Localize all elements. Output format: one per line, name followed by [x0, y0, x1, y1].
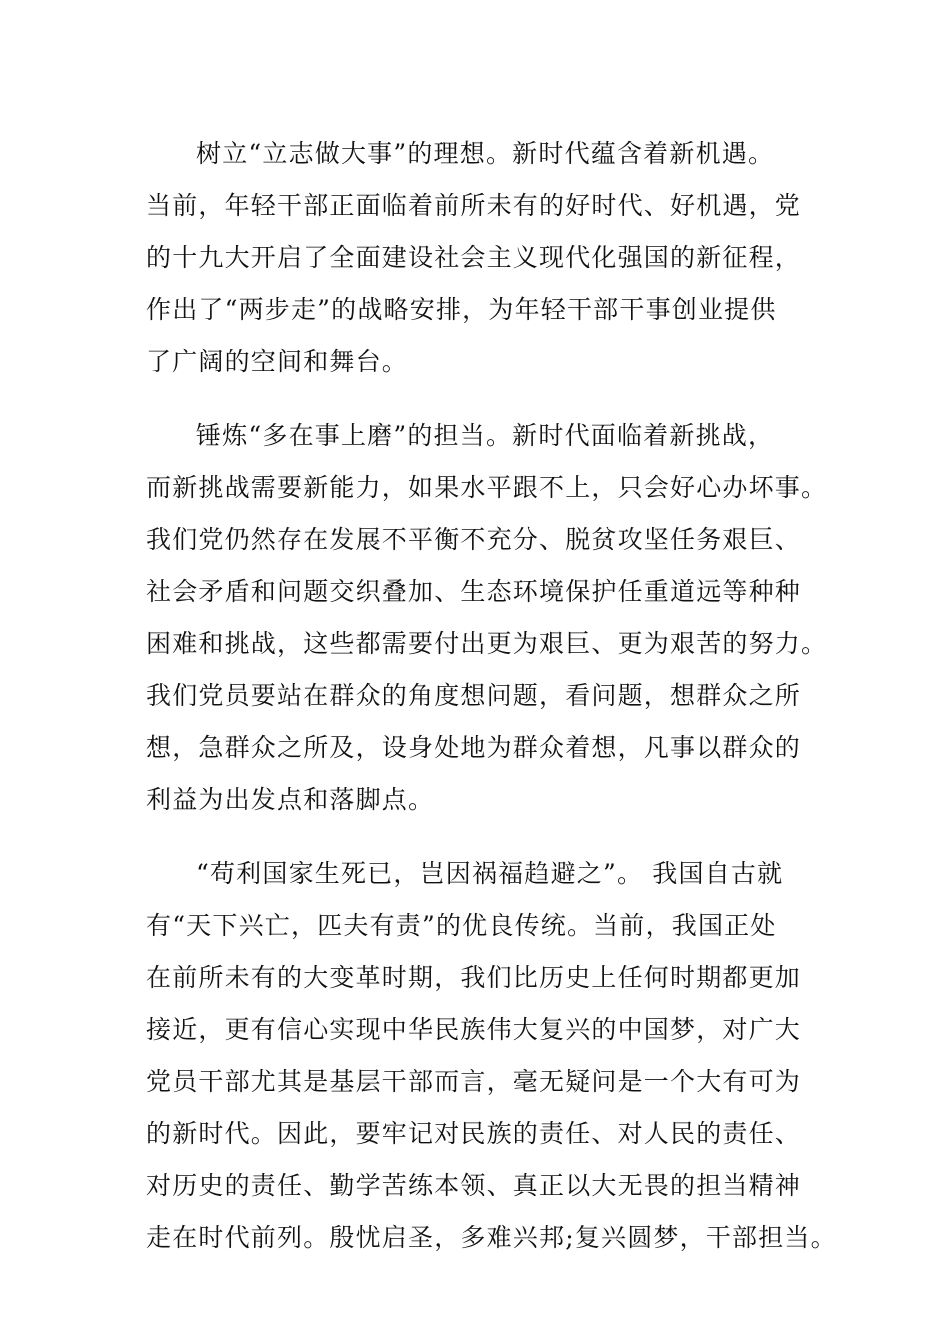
paragraph-line: 困难和挑战，这些都需要付出更为艰巨、更为艰苦的努力。 — [146, 629, 828, 658]
paragraph-line: 在前所未有的大变革时期，我们比历史上任何时期都更加 — [146, 963, 802, 992]
paragraph-line: 走在时代前列。殷忧启圣，多难兴邦;复兴圆梦，干部担当。 — [146, 1223, 837, 1252]
paragraph-line: “苟利国家生死已，岂因祸福趋避之”。 我国自古就 — [196, 859, 784, 888]
paragraph-3 — [146, 848, 837, 1264]
paragraph-line: 作出了“两步走”的战略安排，为年轻干部干事创业提供 — [146, 295, 777, 324]
paragraph-line: 的十九大开启了全面建设社会主义现代化强国的新征程， — [146, 243, 802, 272]
paragraph-line: 我们党员要站在群众的角度想问题，看问题，想群众之所 — [146, 681, 802, 710]
paragraph-1 — [146, 128, 816, 388]
paragraph-line: 利益为出发点和落脚点。 — [146, 785, 435, 814]
paragraph-line: 我们党仍然存在发展不平衡不充分、脱贫攻坚任务艰巨、 — [146, 525, 802, 554]
paragraph-line: 社会矛盾和问题交织叠加、生态环境保护任重道远等种种 — [146, 577, 802, 606]
paragraph-line: 锤炼“多在事上磨”的担当。新时代面临着新挑战， — [196, 421, 775, 450]
paragraph-line: 对历史的责任、勤学苦练本领、真正以大无畏的担当精神 — [146, 1171, 802, 1200]
paragraph-line: 而新挑战需要新能力，如果水平跟不上，只会好心办坏事。 — [146, 473, 828, 502]
paragraph-line: 党员干部尤其是基层干部而言，毫无疑问是一个大有可为 — [146, 1067, 802, 1096]
paragraph-2 — [146, 410, 828, 826]
document-body — [146, 128, 837, 1286]
paragraph-line: 当前，年轻干部正面临着前所未有的好时代、好机遇，党 — [146, 191, 802, 220]
paragraph-line: 有“天下兴亡，匹夫有责”的优良传统。当前，我国正处 — [146, 911, 777, 940]
paragraph-line: 想，急群众之所及，设身处地为群众着想，凡事以群众的 — [146, 733, 802, 762]
paragraph-line: 了广阔的空间和舞台。 — [146, 347, 409, 376]
paragraph-line: 树立“立志做大事”的理想。新时代蕴含着新机遇。 — [196, 139, 775, 168]
paragraph-line: 接近，更有信心实现中华民族伟大复兴的中国梦，对广大 — [146, 1015, 802, 1044]
paragraph-line: 的新时代。因此，要牢记对民族的责任、对人民的责任、 — [146, 1119, 802, 1148]
